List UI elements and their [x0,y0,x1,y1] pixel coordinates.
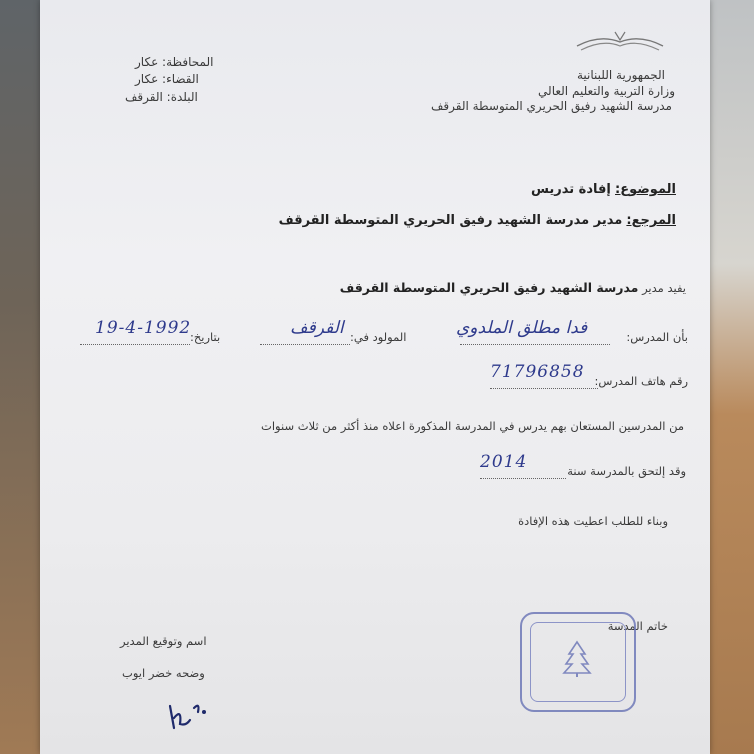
birth-date: 19-4-1992 [95,318,192,338]
phone-number: 71796858 [490,362,585,382]
director-name: وضحه خضر ايوب [122,666,205,680]
ministry-logo-icon [575,26,665,54]
intro-school: مدرسة الشهيد رفيق الحريري المتوسطة القرقف [339,280,639,295]
header-governorate: المحافظة: عكار [135,55,214,69]
reference-label: المرجع: [626,213,676,228]
subject-label: الموضوع: [615,182,676,197]
statement-line: من المدرسين المستعان بهم يدرس في المدرسة المذكورة اعلاه منذ أكثر من ثلاث سنوات [261,419,684,433]
intro-prefix: يفيد مدير [642,281,686,295]
closing-line: وبناء للطلب اعطيت هذه الإفادة [518,514,668,528]
header-town: البلدة: القرقف [125,90,198,104]
header-ministry: وزارة التربية والتعليم العالي [538,84,675,98]
background-right [706,0,754,754]
phone-dots [490,387,598,389]
reference-line [279,213,676,228]
stamp-label: خاتم المدسة [607,619,668,633]
teacher-name: فدا مطلق الملدوي [456,318,588,338]
teacher-dots [460,343,610,345]
teacher-label: بأن المدرس: [626,330,688,344]
joined-label: وقد إلتحق بالمدرسة سنة [567,464,686,478]
director-label: اسم وتوقيع المدير [120,634,207,648]
background-left [0,0,40,754]
intro-line [340,280,686,295]
reference-value: مدير مدرسة الشهيد رفيق الحريري المتوسطة القرقف [278,213,623,228]
subject-line [531,182,676,197]
born-place: القرقف [290,318,344,338]
header-school: مدرسة الشهيد رفيق الحريري المتوسطة القرقف [430,99,672,113]
phone-label: رقم هاتف المدرس: [594,374,688,388]
born-label: المولود في: [350,330,407,344]
born-dots [260,343,350,345]
school-stamp [520,612,636,712]
joined-dots [480,477,566,479]
cedar-tree-icon [562,640,592,678]
header-district: القضاء: عكار [135,72,199,86]
subject-value: إفادة تدريس [531,182,611,197]
date-label: بتاريخ: [190,330,221,344]
joined-year: 2014 [480,452,528,472]
date-dots [80,343,190,345]
director-signature-icon [160,698,220,738]
header-republic: الجمهورية اللبنانية [576,68,665,82]
